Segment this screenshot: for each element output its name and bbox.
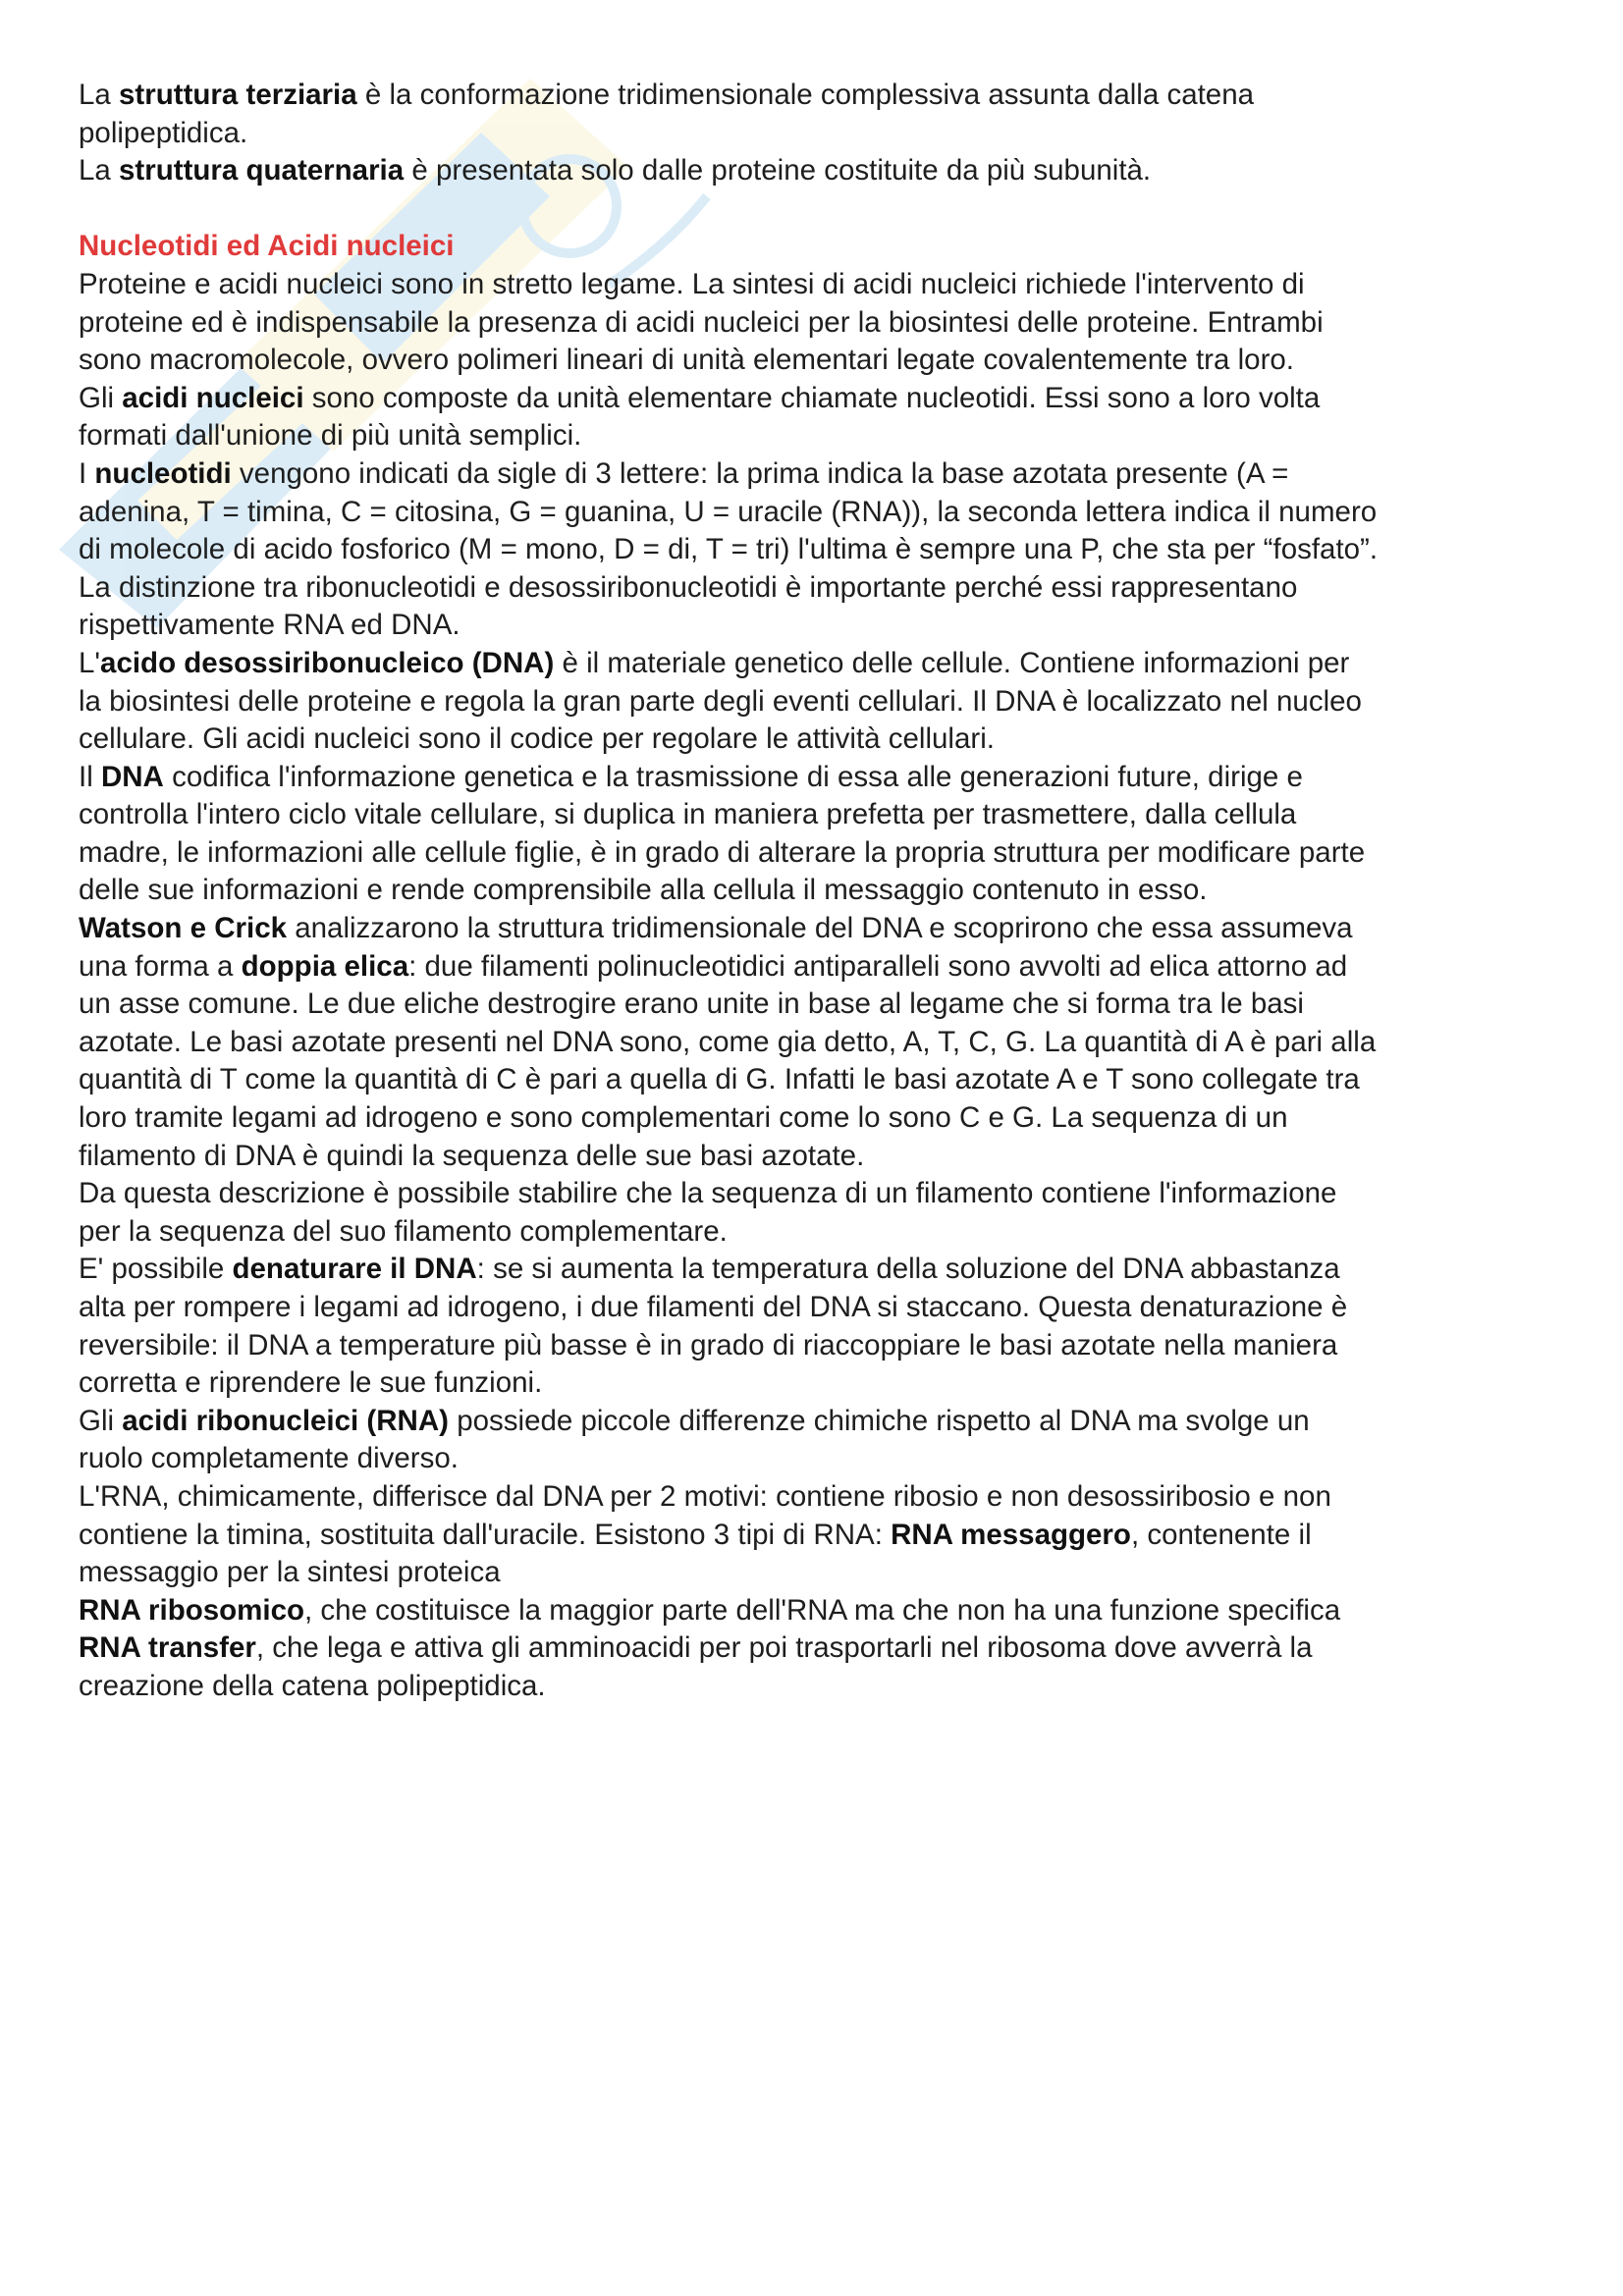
text-line bbox=[79, 1440, 1571, 1478]
text-line bbox=[79, 417, 1571, 455]
text-line bbox=[79, 115, 1571, 153]
bold-term: struttura terziaria bbox=[119, 79, 357, 111]
text-line bbox=[79, 948, 1571, 987]
text-line bbox=[79, 607, 1571, 645]
bold-term: DNA bbox=[100, 760, 164, 793]
text-span: per la sequenza del suo filamento complementare. bbox=[79, 1214, 728, 1248]
text-span: proteine ed è indispensabile la presenza di acidi nucleici per la biosintesi delle proteine. Entrambi bbox=[79, 305, 1324, 339]
text-line bbox=[79, 721, 1571, 759]
bold-term: struttura quaternaria bbox=[119, 154, 405, 187]
text-span: la biosintesi delle proteine e regola la gran parte degli eventi cellulari. Il DNA è localizzato nel nucleo bbox=[79, 684, 1362, 718]
text-line bbox=[79, 986, 1571, 1024]
text-line bbox=[79, 759, 1571, 797]
text-span: creazione della catena polipeptidica. bbox=[79, 1669, 546, 1702]
text-line bbox=[79, 910, 1571, 948]
text-span: Gli bbox=[79, 1404, 123, 1437]
text-line bbox=[79, 152, 1571, 190]
text-line bbox=[79, 1592, 1571, 1630]
text-line bbox=[79, 569, 1571, 608]
text-span: è presentata solo dalle proteine costituite da più subunità. bbox=[404, 154, 1152, 187]
bold-term: acidi nucleici bbox=[122, 381, 304, 414]
blank-line bbox=[79, 190, 1571, 229]
text-span: L' bbox=[79, 646, 101, 679]
text-span: un asse comune. Le due eliche destrogire erano unite in base al legame che si forma tra le basi bbox=[79, 988, 1304, 1021]
text-span: Proteine e acidi nucleici sono in stretto legame. La sintesi di acidi nucleici richiede l'intervento di bbox=[79, 267, 1305, 300]
text-span: La distinzione tra ribonucleotidi e desossiribonucleotidi è importante perché essi rappresentano bbox=[79, 570, 1298, 604]
text-span: , che lega e attiva gli amminoacidi per poi trasportarli nel ribosoma dove avverrà la bbox=[255, 1631, 1313, 1665]
text-span: quantità di T come la quantità di C è pari a quella di G. Infatti le basi azotate A e T sono collegate tra bbox=[79, 1063, 1360, 1096]
text-span: analizzarono la struttura tridimensionale del DNA e scoprirono che essa assumeva bbox=[287, 912, 1353, 945]
text-span: messaggio per la sintesi proteica bbox=[79, 1556, 501, 1589]
text-span: delle sue informazioni e rende comprensibile alla cellula il messaggio contenuto in esso. bbox=[79, 874, 1208, 907]
text-span: una forma a bbox=[79, 949, 242, 983]
text-line bbox=[79, 1364, 1571, 1403]
text-line bbox=[79, 1213, 1571, 1252]
text-line bbox=[79, 1668, 1571, 1706]
bold-term: nucleotidi bbox=[94, 456, 232, 490]
bold-term: RNA ribosomico bbox=[79, 1593, 305, 1627]
text-line bbox=[79, 1554, 1571, 1592]
text-line bbox=[79, 1251, 1571, 1289]
bold-term: acidi ribonucleici (RNA) bbox=[122, 1404, 449, 1437]
bold-term: acido desossiribonucleico (DNA) bbox=[100, 646, 555, 679]
text-line bbox=[79, 1175, 1571, 1213]
text-span: contiene la timina, sostituita dall'uracile. Esistono 3 tipi di RNA: bbox=[79, 1518, 892, 1551]
text-line bbox=[79, 683, 1571, 721]
text-span: : due filamenti polinucleotidici antiparalleli sono avvolti ad elica attorno ad bbox=[408, 949, 1348, 983]
text-span: di molecole di acido fosforico (M = mono, D = di, T = tri) l'ultima è sempre una P, che sta per “fosfato”. bbox=[79, 533, 1379, 566]
text-span: formati dall'unione di più unità semplici. bbox=[79, 419, 582, 453]
text-span: controlla l'intero ciclo vitale cellulare, si duplica in maniera prefetta per trasmettere, dalla cellula bbox=[79, 798, 1297, 831]
text-span: filamento di DNA è quindi la sequenza delle sue basi azotate. bbox=[79, 1139, 865, 1172]
text-span: è la conformazione tridimensionale complessiva assunta dalla catena bbox=[356, 79, 1255, 111]
bold-term: Watson e Crick bbox=[79, 912, 288, 945]
text-span: sono macromolecole, ovvero polimeri lineari di unità elementari legate covalentemente tra loro. bbox=[79, 344, 1294, 377]
bold-term: denaturare il DNA bbox=[232, 1253, 477, 1286]
text-line bbox=[79, 380, 1571, 418]
text-line bbox=[79, 1517, 1571, 1555]
text-line bbox=[79, 266, 1571, 304]
text-span: Da questa descrizione è possibile stabilire che la sequenza di un filamento contiene l'informazione bbox=[79, 1177, 1337, 1210]
text-line bbox=[79, 1061, 1571, 1099]
text-line bbox=[79, 494, 1571, 532]
text-span: loro tramite legami ad idrogeno e sono complementari come lo sono C e G. La sequenza di un bbox=[79, 1101, 1288, 1135]
text-span: sono composte da unità elementare chiamate nucleotidi. Essi sono a loro volta bbox=[303, 381, 1321, 414]
text-span: rispettivamente RNA ed DNA. bbox=[79, 609, 460, 642]
text-span: vengono indicati da sigle di 3 lettere: la prima indica la base azotata presente (A = bbox=[231, 456, 1289, 490]
text-span: madre, le informazioni alle cellule figlie, è in grado di alterare la propria struttura per modificare parte bbox=[79, 835, 1366, 869]
text-span: polipeptidica. bbox=[79, 116, 248, 149]
text-line bbox=[79, 1478, 1571, 1517]
text-span: ruolo completamente diverso. bbox=[79, 1442, 459, 1475]
bold-term: RNA messaggero bbox=[891, 1518, 1131, 1551]
text-span: Gli bbox=[79, 381, 123, 414]
text-span: cellulare. Gli acidi nucleici sono il codice per regolare le attività cellulari. bbox=[79, 722, 995, 756]
text-span: corretta e riprendere le sue funzioni. bbox=[79, 1366, 543, 1400]
text-span: alta per rompere i legami ad idrogeno, i due filamenti del DNA si staccano. Questa denaturazione è bbox=[79, 1291, 1348, 1323]
text-line bbox=[79, 1289, 1571, 1327]
text-line bbox=[79, 796, 1571, 834]
text-span: , che costituisce la maggior parte dell'RNA ma che non ha una funzione specifica bbox=[304, 1593, 1341, 1627]
text-span: possiede piccole differenze chimiche rispetto al DNA ma svolge un bbox=[449, 1404, 1310, 1437]
text-span: La bbox=[79, 154, 120, 187]
text-line bbox=[79, 1099, 1571, 1138]
intro-paragraph bbox=[79, 77, 1571, 190]
text-span: adenina, T = timina, C = citosina, G = guanina, U = uracile (RNA)), la seconda lettera indica il numero bbox=[79, 495, 1378, 528]
text-span: codifica l'informazione genetica e la trasmissione di essa alle generazioni future, dirige e bbox=[163, 760, 1303, 793]
text-span: reversibile: il DNA a temperature più basse è in grado di riaccoppiare le basi azotate nella maniera bbox=[79, 1328, 1338, 1362]
bold-term: doppia elica bbox=[241, 949, 409, 983]
text-line bbox=[79, 872, 1571, 910]
text-span: La bbox=[79, 79, 120, 111]
document-body bbox=[79, 77, 1571, 1706]
text-line bbox=[79, 77, 1571, 115]
text-span: , contenente il bbox=[1130, 1518, 1312, 1551]
text-span: azotate. Le basi azotate presenti nel DNA sono, come gia detto, A, T, C, G. La quantità di A è pari alla bbox=[79, 1025, 1377, 1058]
text-span: L'RNA, chimicamente, differisce dal DNA per 2 motivi: contiene ribosio e non desossiribosio e non bbox=[79, 1479, 1331, 1513]
text-span: E' possibile bbox=[79, 1253, 233, 1286]
text-line bbox=[79, 1629, 1571, 1668]
text-line bbox=[79, 1138, 1571, 1176]
text-line bbox=[79, 455, 1571, 494]
text-line bbox=[79, 1024, 1571, 1062]
text-line bbox=[79, 1327, 1571, 1365]
text-span: Il bbox=[79, 760, 101, 793]
section-body bbox=[79, 266, 1571, 1706]
text-line bbox=[79, 531, 1571, 569]
text-line bbox=[79, 1403, 1571, 1441]
text-line bbox=[79, 834, 1571, 873]
text-span: è il materiale genetico delle cellule. Contiene informazioni per bbox=[554, 646, 1350, 679]
section-heading: Nucleotidi ed Acidi nucleici bbox=[79, 230, 455, 263]
bold-term: RNA transfer bbox=[79, 1631, 256, 1665]
text-line bbox=[79, 304, 1571, 343]
text-span: : se si aumenta la temperatura della soluzione del DNA abbastanza bbox=[476, 1253, 1340, 1286]
text-line bbox=[79, 645, 1571, 683]
text-line bbox=[79, 342, 1571, 380]
text-span: I bbox=[79, 456, 95, 490]
